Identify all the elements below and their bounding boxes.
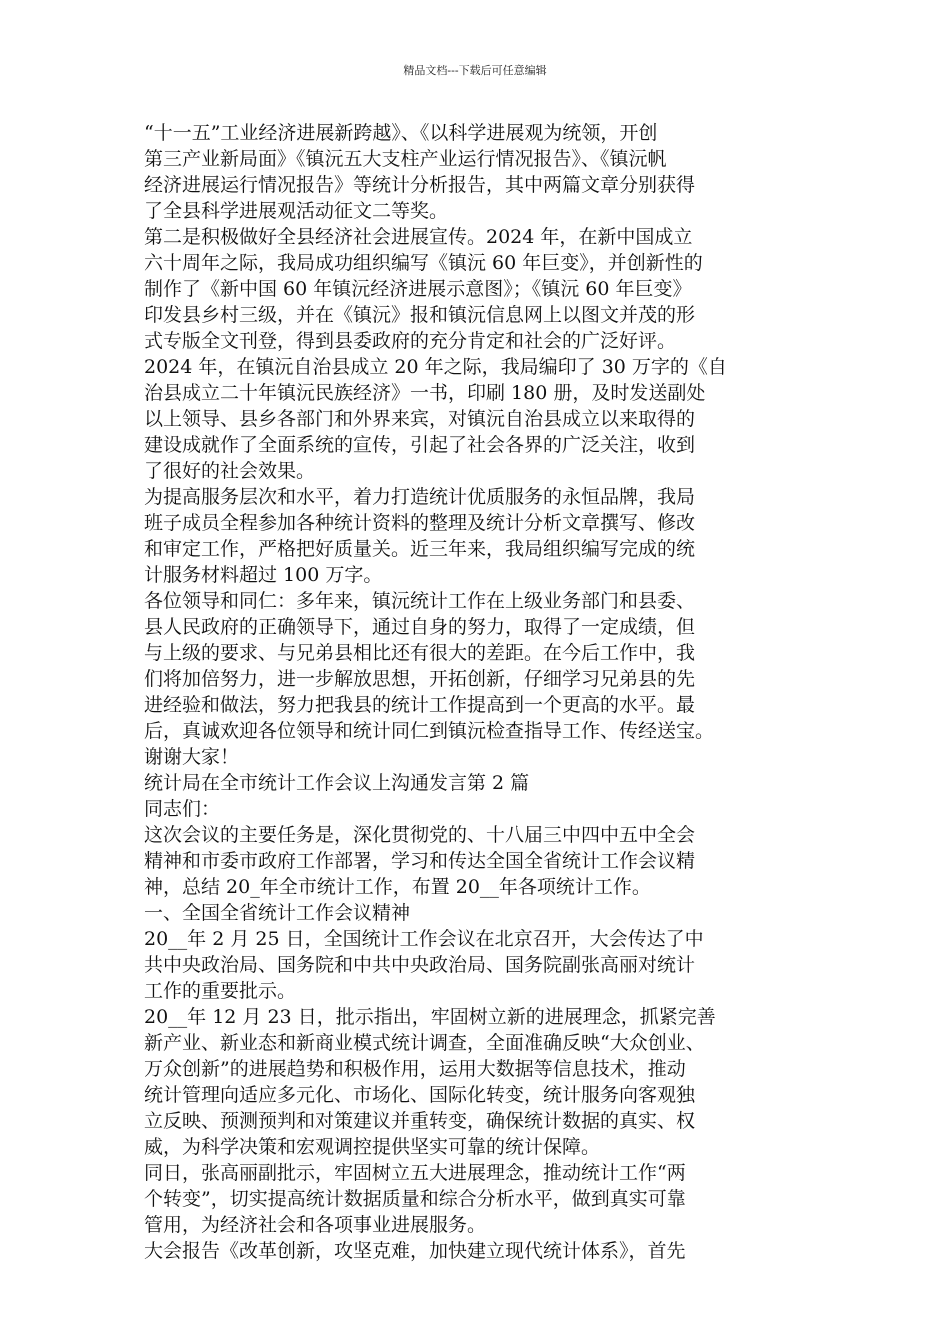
text-line: 同日，张高丽副批示，牢固树立五大进展理念，推动统计工作“两 <box>144 1162 686 1184</box>
text-line: 威，为科学决策和宏观调控提供坚实可靠的统计保障。 <box>144 1136 601 1158</box>
text-line: 管用，为经济社会和各项事业进展服务。 <box>144 1214 487 1236</box>
text-line: 统计管理向适应多元化、市场化、国际化转变，统计服务向客观独 <box>144 1084 696 1106</box>
text-line: “十一五”工业经济进展新跨越》、《以科学进展观为统领，开创 <box>144 122 658 144</box>
text-line: 县人民政府的正确领导下，通过自身的努力，取得了一定成绩，但 <box>144 616 696 638</box>
text-line: 了很好的社会效果。 <box>144 460 316 482</box>
text-line: 精神和市委市政府工作部署，学习和传达全国全省统计工作会议精 <box>144 850 696 872</box>
text-line: 万众创新”的进展趋势和积极作用，运用大数据等信息技术，推动 <box>144 1058 686 1080</box>
text-line: 制作了《新中国 60 年镇沅经济进展示意图》；《镇沅 60 年巨变》 <box>144 278 692 300</box>
text-line: 立反映、预测预判和对策建议并重转变，确保统计数据的真实、权 <box>144 1110 696 1132</box>
text-line: 新产业、新业态和新商业模式统计调查，全面准确反映“大众创业、 <box>144 1032 705 1054</box>
text-line: 这次会议的主要任务是，深化贯彻党的、十八届三中四中五中全会 <box>144 824 696 846</box>
text-line: 六十周年之际，我局成功组织编写《镇沅 60 年巨变》，并创新性的 <box>144 252 703 274</box>
page-header: 精品文档---下载后可任意编辑 <box>403 64 547 77</box>
text-line: 大会报告《改革创新，攻坚克难，加快建立现代统计体系》，首先 <box>144 1240 686 1262</box>
text-line: 统计局在全市统计工作会议上沟通发言第 2 篇 <box>144 772 530 794</box>
text-line: 进经验和做法，努力把我县的统计工作提高到一个更高的水平。最 <box>144 694 696 716</box>
text-line: 工作的重要批示。 <box>144 980 297 1002</box>
text-line: 为提高服务层次和水平，着力打造统计优质服务的永恒品牌，我局 <box>144 486 696 508</box>
text-line: 个转变”，切实提高统计数据质量和综合分析水平，做到真实可靠 <box>144 1188 686 1210</box>
text-line: 神，总结 20_年全市统计工作，布置 20__年各项统计工作。 <box>144 876 651 898</box>
text-line: 式专版全文刊登，得到县委政府的充分肯定和社会的广泛好评。 <box>144 330 677 352</box>
text-line: 经济进展运行情况报告》等统计分析报告，其中两篇文章分别获得 <box>144 174 696 196</box>
text-line: 们将加倍努力，进一步解放思想，开拓创新，仔细学习兄弟县的先 <box>144 668 696 690</box>
text-line: 第二是积极做好全县经济社会进展宣传。2024 年，在新中国成立 <box>144 226 693 248</box>
text-line: 第三产业新局面》《镇沅五大支柱产业运行情况报告》、《镇沅帆 <box>144 148 667 170</box>
text-line: 与上级的要求、与兄弟县相比还有很大的差距。在今后工作中，我 <box>144 642 696 664</box>
text-line: 后，真诚欢迎各位领导和统计同仁到镇沅检查指导工作、传经送宝。 <box>144 720 715 742</box>
text-line: 共中央政治局、国务院和中共中央政治局、国务院副张高丽对统计 <box>144 954 696 976</box>
text-line: 了全县科学进展观活动征文二等奖。 <box>144 200 449 222</box>
text-line: 印发县乡村三级，并在《镇沅》报和镇沅信息网上以图文并茂的形 <box>144 304 696 326</box>
text-line: 计服务材料超过 100 万字。 <box>144 564 383 586</box>
text-line: 以上领导、县乡各部门和外界来宾，对镇沅自治县成立以来取得的 <box>144 408 696 430</box>
text-line: 班子成员全程参加各种统计资料的整理及统计分析文章撰写、修改 <box>144 512 696 534</box>
text-line: 2024 年，在镇沅自治县成立 20 年之际，我局编印了 30 万字的《自 <box>144 356 727 378</box>
text-line: 各位领导和同仁：多年来，镇沅统计工作在上级业务部门和县委、 <box>144 590 696 612</box>
text-line: 谢谢大家！ <box>144 746 240 768</box>
document-body <box>144 120 814 1264</box>
text-line: 建设成就作了全面系统的宣传，引起了社会各界的广泛关注，收到 <box>144 434 696 456</box>
text-line: 和审定工作，严格把好质量关。近三年来，我局组织编写完成的统 <box>144 538 696 560</box>
text-line: 治县成立二十年镇沅民族经济》一书，印刷 180 册，及时发送副处 <box>144 382 706 404</box>
text-line: 20__年 12 月 23 日，批示指出，牢固树立新的进展理念，抓紧完善 <box>144 1006 716 1028</box>
text-line: 一、全国全省统计工作会议精神 <box>144 902 411 924</box>
text-line: 同志们： <box>144 798 221 820</box>
text-line: 20__年 2 月 25 日，全国统计工作会议在北京召开，大会传达了中 <box>144 928 704 950</box>
